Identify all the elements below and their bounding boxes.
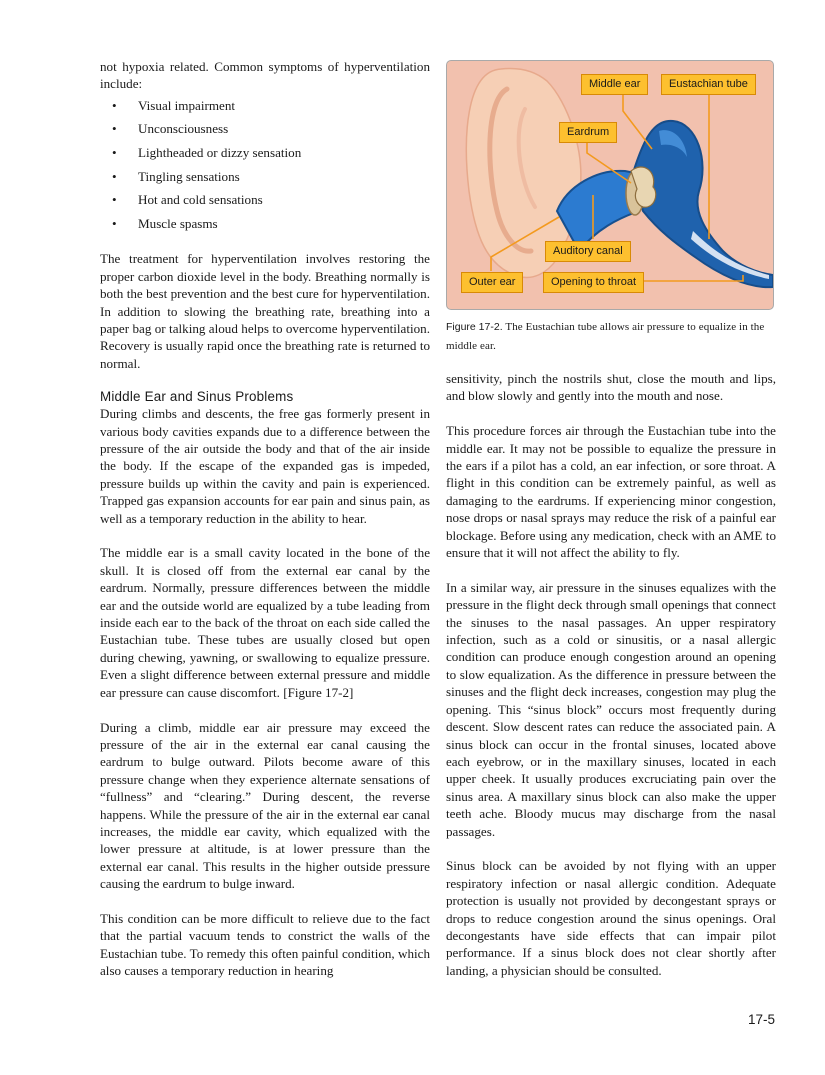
label-middle-ear: Middle ear [581, 74, 648, 95]
body-paragraph: Sinus block can be avoided by not flying with an upper respiratory infection or nasal allergic condition. Adequate protection is usually not provided by decongestant sprays or drops to reduce congestion around the sinus openings. Oral decongestants have side effects that can impair pilot performance. If a sinus block does not clear shortly after landing, a physician should be consulted. [446, 858, 776, 978]
label-eustachian-tube: Eustachian tube [661, 74, 756, 95]
caption-text: The Eustachian tube allows air pressure to equalize in the middle ear. [446, 321, 765, 352]
label-opening-to-throat: Opening to throat [543, 272, 644, 293]
body-paragraph: In a similar way, air pressure in the sinuses equalizes with the pressure in the flight deck through small openings that connect the sinuses to the nasal passages. An upper respiratory infection, such as a cold or sinusitis, or a nasal allergic condition can produce enough congestion around an opening to slow equalization. As the difference in pressure between the sinuses and the flight deck increases, congestion may plug the opening. This “sinus block” occurs most frequently during descent. Slow descent rates can reduce the associated pain. A sinus block can occur in the frontal sinuses, located above each eyebrow, or in the maxillary sinuses, located in each upper cheek. It usually produces excruciating pain over the sinus area. A maxillary sinus block can also make the upper teeth ache. Bloody mucus may discharge from the nasal passages. [446, 579, 776, 839]
section-heading: Middle Ear and Sinus Problems [100, 389, 294, 405]
list-item: • Muscle spasms [100, 215, 430, 239]
symptom-list [100, 97, 430, 239]
ear-diagram-figure [446, 60, 774, 310]
caption-number: Figure 17-2. [446, 321, 503, 333]
body-paragraph: The middle ear is a small cavity located in the bone of the skull. It is closed off from the external ear canal by the eardrum. Normally, pressure differences between the middle ear and the outside world are equalized by a tube leading from inside each ear to the back of the throat on each side called the Eustachian tube. These tubes are usually closed but open during chewing, yawning, or swallowing to equalize pressure. Even a slight difference between external pressure and middle ear pressure can cause discomfort. [Figure 17-2] [100, 545, 430, 700]
eustachian-tube-shape [633, 121, 773, 287]
treatment-paragraph: The treatment for hyperventilation involves restoring the proper carbon dioxide level in the body. Breathing normally is both the best prevention and the best cure for hyperventilation. In addition to slowing the breathing rate, breathing into a paper bag or talking aloud helps to overcome hyperventilation. Recovery is usually rapid once the breathing rate is returned to normal. [100, 251, 430, 371]
label-auditory-canal: Auditory canal [545, 241, 631, 262]
body-paragraph: sensitivity, pinch the nostrils shut, close the mouth and lips, and blow slowly and gently into the mouth and nose. [446, 371, 776, 404]
figure-caption [446, 318, 781, 356]
body-paragraph: During a climb, middle ear air pressure may exceed the pressure of the air in the external ear canal causing the eardrum to bulge outward. Pilots become aware of this pressure change when they experience alternate sensations of “fullness” and “clearing.” During descent, the reverse happens. While the pressure of the air in the external ear canal increases, the middle ear cavity, which equalized with the lower pressure at altitude, is at lower pressure than the external ear canal. This results in the higher outside pressure causing the eardrum to bulge inward. [100, 719, 430, 892]
list-item: • Hot and cold sensations [100, 191, 430, 215]
label-outer-ear: Outer ear [461, 272, 523, 293]
left-column [100, 58, 430, 980]
page-number: 17-5 [747, 1012, 775, 1027]
label-eardrum: Eardrum [559, 122, 617, 143]
body-paragraph: This procedure forces air through the Eustachian tube into the middle ear. It may not be possible to equalize the pressure in the ears if a pilot has a cold, an ear infection, or sore throat. A flight in this condition can be extremely painful, as well as damaging to the eardrums. If experiencing minor congestion, nose drops or nasal sprays may reduce the risk of a painful ear blockage. Before using any medication, check with an AME to ensure that it will not affect the ability to fly. [446, 423, 776, 561]
list-item: • Tingling sensations [100, 168, 430, 192]
list-item: • Visual impairment [100, 97, 430, 121]
body-paragraph: During climbs and descents, the free gas formerly present in various body cavities expands due to a difference between the pressure of the air outside the body and that of the air inside the body. If the escape of the expanded gas is impeded, pressure builds up within the cavity and pain is experienced. Trapped gas expansion accounts for ear pain and sinus pain, as well as a temporary reduction in the ability to hear. [100, 406, 430, 526]
list-item: • Lightheaded or dizzy sensation [100, 144, 430, 168]
right-column [446, 370, 776, 979]
body-paragraph: This condition can be more difficult to relieve due to the fact that the partial vacuum tends to constrict the walls of the Eustachian tube. To remedy this often painful condition, which also causes a temporary reduction in hearing [100, 910, 430, 979]
list-item: • Unconsciousness [100, 120, 430, 144]
intro-paragraph: not hypoxia related. Common symptoms of hyperventilation include: [100, 59, 430, 92]
